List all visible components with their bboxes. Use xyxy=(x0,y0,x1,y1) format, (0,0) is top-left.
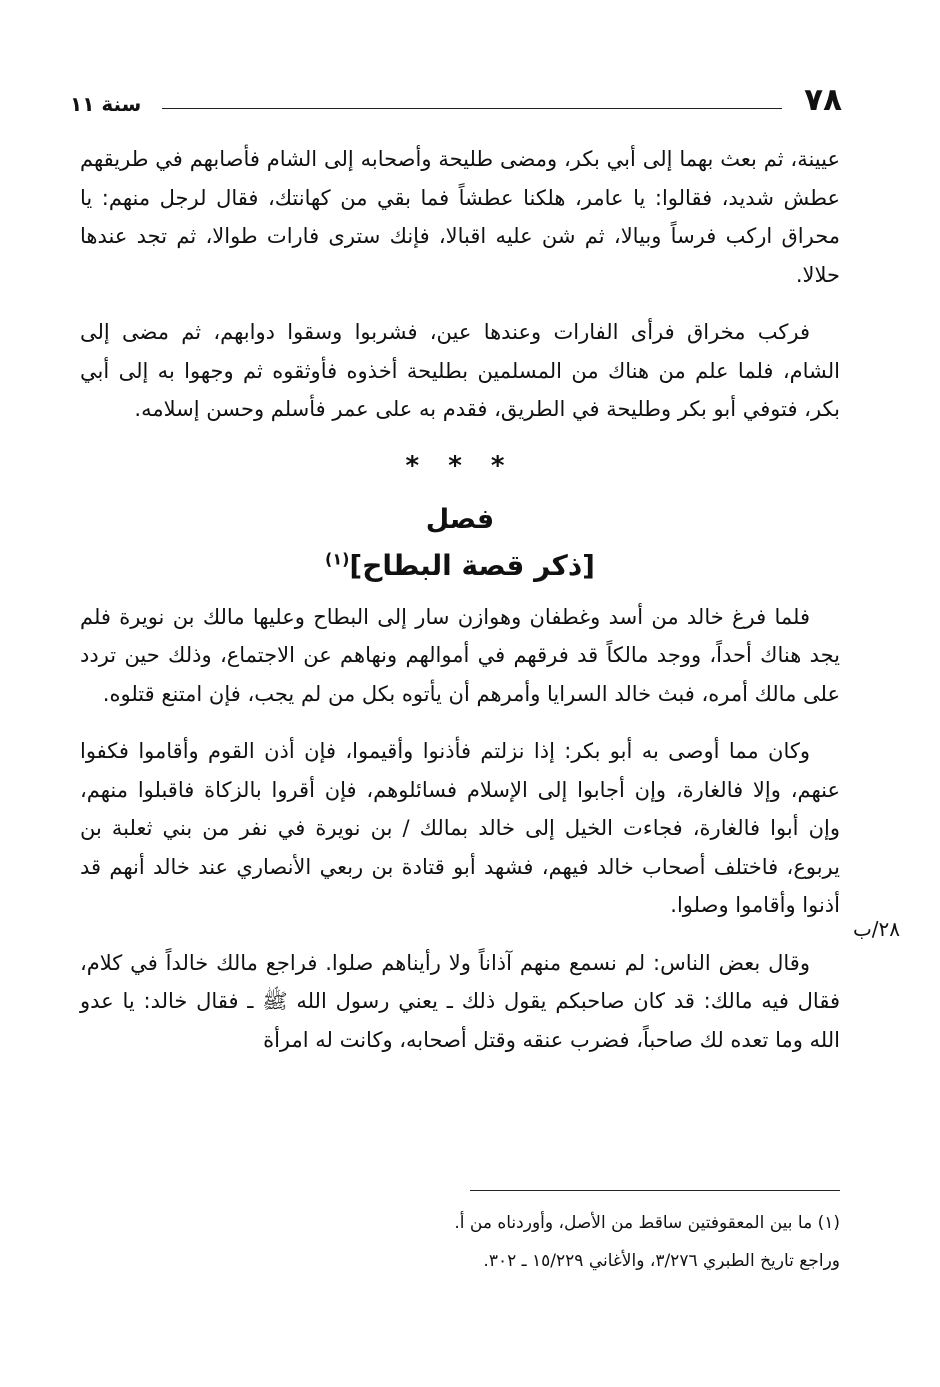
body-text xyxy=(80,140,840,1078)
footnote-reference: (١) xyxy=(325,549,350,569)
paragraph: فلما فرغ خالد من أسد وغطفان وهوازن سار إلى البطاح وعليها مالك بن نويرة فلم يجد هناك أحداً، ووجد مالكاً قد فرقهم في أموالهم ونهاهم عن الاجتماع، وذلك حين تردد على مالك أمره، فبث خالد السرايا وأمرهم أن يأتوه بكل من لم يجب، فإن امتنع قتلوه. xyxy=(80,604,840,706)
page-header xyxy=(70,78,850,128)
header-rule xyxy=(162,108,782,109)
running-head: سنة ١١ xyxy=(70,92,142,116)
paragraph: عيينة، ثم بعث بهما إلى أبي بكر، ومضى طليحة وأصحابه إلى الشام فأصابهم في طريقهم عطش شديد، فقالوا: يا عامر، هلكنا عطشاً فما بقي من كهانتك، فقال لرجل منهم: يا محراق اركب فرساً وبيالا، ثم شن عليه اقبالا، فإنك سترى فارات طوالا، ثم تجد عندها حلالا. xyxy=(80,147,840,287)
section-heading: فصل xyxy=(425,503,495,535)
section-subheading xyxy=(80,542,840,590)
subheading-text: [ذكر قصة البطاح] xyxy=(349,548,595,582)
paragraph: وقال بعض الناس: لم نسمع منهم آذاناً ولا رأيناهم صلوا. فراجع مالك خالداً في كلام، فقال فيه مالك: قد كان صاحبكم يقول ذلك ـ يعني رسول الله ﷺ ـ فقال خالد: يا عدو الله وما تعده لك صاحباً، فضرب عنقه وقتل أصحابه، وكانت له امرأة xyxy=(80,950,840,1052)
section-separator: * * * xyxy=(405,450,515,481)
footnote: (١) ما بين المعقوفتين ساقط من الأصل، وأوردناه من أ. xyxy=(454,1213,840,1233)
footnotes xyxy=(80,1204,840,1280)
footnote: وراجع تاريخ الطبري ٣/٢٧٦، والأغاني ١٥/٢٢٩ ـ ٣٠٢. xyxy=(483,1251,840,1271)
paragraph: فركب مخراق فرأى الفارات وعندها عين، فشربوا وسقوا دوابهم، ثم مضى إلى الشام، فلما علم من هناك من المسلمين بطليحة أخذوه فأوثقوه ثم وجهوا به إلى أبي بكر، فتوفي أبو بكر وطليحة في الطريق، فقدم به على عمر فأسلم وحسن إسلامه. xyxy=(80,320,840,421)
page-number: ٧٨ xyxy=(804,82,842,118)
paragraph: وكان مما أوصى به أبو بكر: إذا نزلتم فأذنوا وأقيموا، فإن أذن القوم وأقاموا فكفوا عنهم، وإلا فالغارة، وإن أجابوا إلى الإسلام فسائلوهم، فإن أقروا بالزكاة فاقبلوا منهم، وإن أبوا فالغارة، فجاءت الخيل إلى خالد بمالك / بن نويرة في نفر من بني ثعلبة بن يربوع، فاختلف أصحاب خالد فيهم، فشهد أبو قتادة بن ربعي الأنصاري عند خالد أنهم قد أذنوا وأقاموا وصلوا. xyxy=(80,739,840,917)
manuscript-folio-note: ٢٨/ب xyxy=(852,917,900,941)
footnote-rule xyxy=(470,1190,840,1191)
